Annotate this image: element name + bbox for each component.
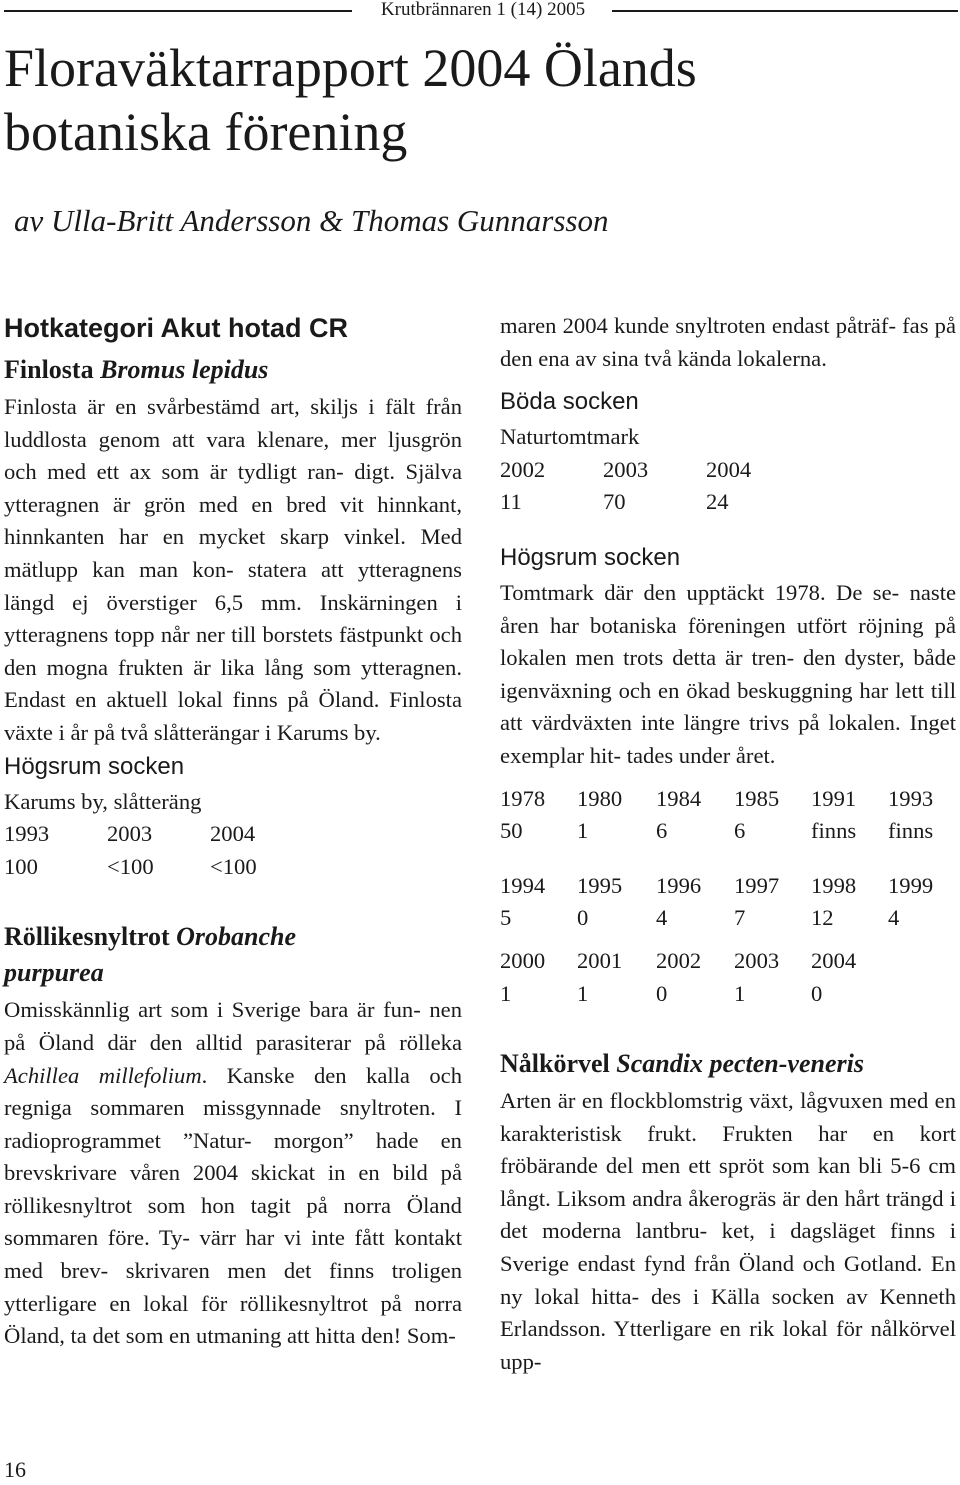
count-table-2000-2004 bbox=[500, 945, 956, 1010]
article-title bbox=[4, 36, 954, 164]
left-column bbox=[4, 310, 462, 1353]
species-name: Röllikesnyltrot bbox=[4, 922, 177, 952]
hogsrum-description: Tomtmark där den upptäckt 1978. De se- naste åren har botaniska föreningen utfört röjning på lokalen men trots detta är tren- den dyster, både igenväxning och en ökad beskuggning har lett till att värdväxten inte längre trivs på lokalen. Inget exemplar hit- tades under året. bbox=[500, 579, 957, 768]
table-year: 1991 bbox=[811, 785, 857, 811]
article-authors: av Ulla-Britt Andersson & Thomas Gunnarsson bbox=[14, 203, 609, 238]
species-heading-finlosta bbox=[4, 352, 462, 388]
article-title-line-1: Floraväktarrapport 2004 Ölands bbox=[4, 38, 697, 98]
table-count: 0 bbox=[811, 980, 823, 1006]
table-count: 50 bbox=[500, 818, 523, 844]
parish-heading: Högsrum socken bbox=[500, 543, 681, 571]
count-table bbox=[500, 454, 956, 519]
table-count: finns bbox=[811, 818, 857, 844]
table-count: 7 bbox=[734, 905, 746, 931]
table-year: 2003 bbox=[734, 947, 780, 973]
table-year: 2004 bbox=[811, 947, 857, 973]
threat-category-heading: Hotkategori Akut hotad CR bbox=[4, 313, 348, 343]
finlosta-description: Finlosta är en svårbestämd art, skiljs i fält från luddlosta genom att vara klenare, mer ljusgrön och med ett ax som är tydligt ran- digt. Själva ytteragnen är grön med en bred vit hinnkant, hinnkanten har en mycket skarp vinkel. Med mätlupp kan man kon- statera att ytteragnens längd ej överstiger 6,5 mm. Inskärningen i ytteragnens topp når ner till borstets fästpunkt och den mogna frukten är lika lång som ytteragnen. Endast en aktuell lokal finns på Öland. Finlosta växte i år på två slåtterängar i Karums by. bbox=[4, 394, 463, 745]
rollikesnyltrot-continued: maren 2004 kunde snyltroten endast påträf- fas på den ena av sina två kända lokalerna. bbox=[500, 313, 956, 371]
table-year: 2002 bbox=[500, 456, 546, 482]
table-year: 2003 bbox=[107, 821, 153, 847]
site-name: Karums by, slåtteräng bbox=[4, 788, 202, 814]
table-year: 2004 bbox=[210, 821, 256, 847]
table-year: 1994 bbox=[500, 872, 546, 898]
count-table bbox=[4, 818, 462, 883]
species-name: Finlosta bbox=[4, 355, 101, 384]
page-number: 16 bbox=[4, 1457, 26, 1482]
table-year: 2000 bbox=[500, 947, 546, 973]
table-year: 1993 bbox=[4, 821, 50, 847]
species-latin-name: Bromus lepidus bbox=[100, 355, 269, 384]
table-count: 12 bbox=[811, 905, 834, 931]
running-head: Krutbrännaren 1 (14) 2005 bbox=[380, 0, 586, 20]
table-year: 1985 bbox=[734, 785, 780, 811]
table-count: <100 bbox=[210, 853, 257, 879]
species-heading-rollikesnyltrot bbox=[4, 919, 462, 991]
table-count: 0 bbox=[577, 905, 589, 931]
species-heading-nalkorvel bbox=[500, 1046, 956, 1082]
rollikesnyltrot-description: Omisskännlig art som i Sverige bara är fun- nen på Öland där den alltid parasiterar på rölleka Achillea millefolium. Kanske den kalla och regniga sommaren missgynnade snyltroten. I radioprogrammet ”Natur- morgon” hade en brevskrivare våren 2004 skickat in en bild på röllikesnyltrot som hon tagit på norra Öland sommaren före. Ty- värr har vi inte fått kontakt med brev- skrivaren men det finns troligen ytterligare en lokal för röllikesnyltrot på norra Öland, ta det som en utmaning att hitta den! Som- bbox=[4, 997, 463, 1349]
table-count: 6 bbox=[656, 818, 668, 844]
table-year: 1978 bbox=[500, 785, 546, 811]
table-count: <100 bbox=[107, 853, 154, 879]
article-title-line-2: botaniska förening bbox=[4, 102, 408, 162]
species-latin-name: purpurea bbox=[4, 958, 104, 988]
table-count: 6 bbox=[734, 818, 746, 844]
table-year: 2002 bbox=[656, 947, 702, 973]
table-count: finns bbox=[888, 818, 934, 844]
table-year: 1999 bbox=[888, 872, 934, 898]
nalkorvel-description: Arten är en flockblomstrig växt, lågvuxen med en karakteristisk frukt. Frukten har en kort fröbärande del men ett spröt som kan bli 5-6 cm långt. Liksom andra åkerogräs är den hårt trängd i det moderna lantbru- ket, i dagsläget finns i Sverige endast fynd från Öland och Gotland. En ny lokal hitta- des i Källa socken av Kenneth Erlandsson. Ytterligare en rik lokal för nålkörvel upp- bbox=[500, 1088, 957, 1374]
header-rule-right bbox=[612, 10, 958, 12]
header-rule-left bbox=[4, 10, 352, 12]
table-count: 1 bbox=[577, 980, 589, 1006]
species-latin-name: Scandix pecten-veneris bbox=[616, 1049, 864, 1079]
parish-heading: Högsrum socken bbox=[4, 752, 185, 780]
table-year: 2001 bbox=[577, 947, 623, 973]
table-count: 70 bbox=[603, 489, 626, 515]
table-year: 1984 bbox=[656, 785, 702, 811]
site-name: Naturtomtmark bbox=[500, 424, 640, 450]
table-count: 1 bbox=[577, 818, 589, 844]
right-column bbox=[500, 310, 956, 1378]
table-count: 1 bbox=[500, 980, 512, 1006]
table-year: 1998 bbox=[811, 872, 857, 898]
table-year: 1980 bbox=[577, 785, 623, 811]
table-year: 1997 bbox=[734, 872, 780, 898]
table-count: 1 bbox=[734, 980, 746, 1006]
table-count: 5 bbox=[500, 905, 512, 931]
table-count: 100 bbox=[4, 853, 38, 879]
table-year: 1993 bbox=[888, 785, 934, 811]
table-year: 2004 bbox=[706, 456, 752, 482]
species-latin-name: Orobanche bbox=[176, 922, 297, 952]
table-count: 4 bbox=[888, 905, 900, 931]
count-table-1978-1993 bbox=[500, 783, 956, 848]
table-count: 11 bbox=[500, 489, 522, 515]
table-year: 1995 bbox=[577, 872, 623, 898]
table-count: 0 bbox=[656, 980, 668, 1006]
parish-heading: Böda socken bbox=[500, 388, 639, 416]
table-year: 1996 bbox=[656, 872, 702, 898]
table-count: 24 bbox=[706, 489, 729, 515]
count-table-1994-1999 bbox=[500, 870, 956, 935]
species-name: Nålkörvel bbox=[500, 1049, 617, 1079]
table-year: 2003 bbox=[603, 456, 649, 482]
table-count: 4 bbox=[656, 905, 668, 931]
